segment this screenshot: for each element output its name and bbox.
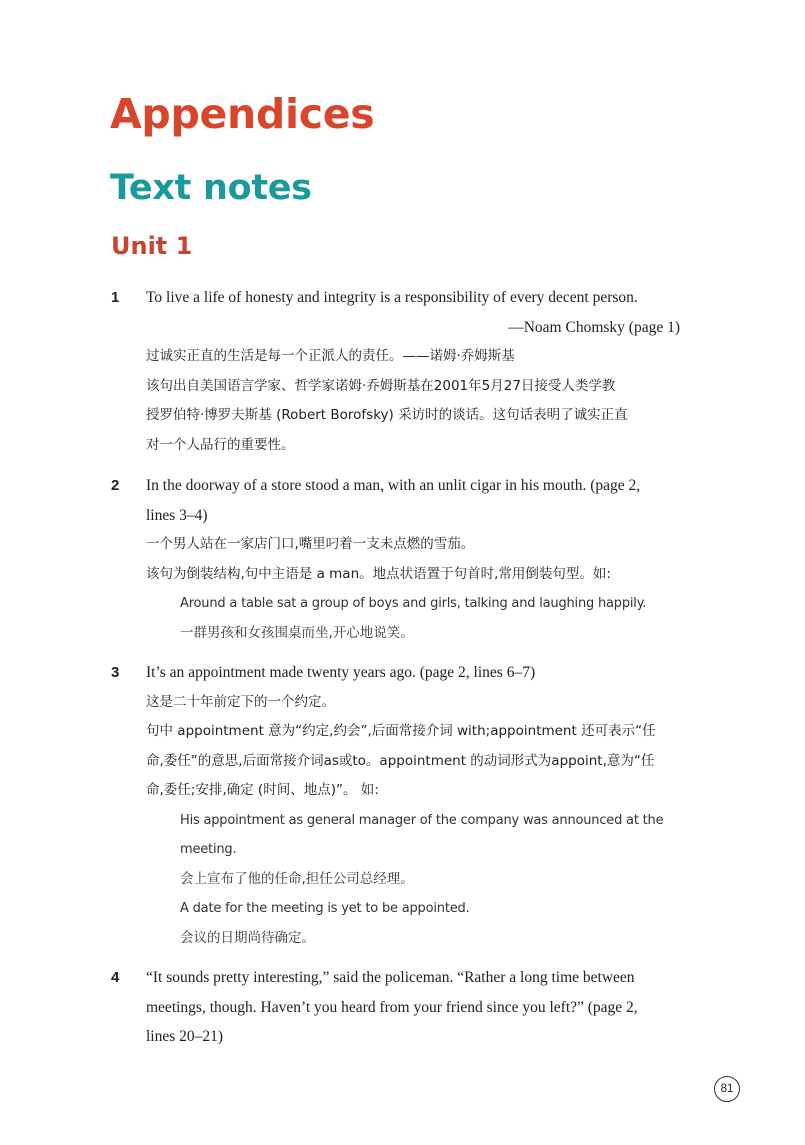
note-quote: To live a life of honesty and integrity is a responsibility of every decent person. <box>146 289 638 306</box>
note-body <box>146 471 686 648</box>
note-example-translation: 一群男孩和女孩围桌而坐,开心地说笑。 <box>180 624 414 641</box>
note-explanation: 对一个人品行的重要性。 <box>146 436 295 453</box>
heading-text-notes: Text notes <box>110 168 312 208</box>
note-example: meeting. <box>180 842 237 857</box>
note-example: Around a table sat a group of boys and girls, talking and laughing happily. <box>180 596 647 611</box>
note-explanation: 该句出自美国语言学家、哲学家诺姆·乔姆斯基在2001年5月27日接受人类学教 <box>146 377 616 394</box>
note-explanation: 该句为倒装结构,句中主语是 a man。地点状语置于句首时,常用倒装句型。如: <box>146 565 611 582</box>
note-body <box>146 963 686 1052</box>
note-quote: lines 3–4) <box>146 506 208 524</box>
note-quote: In the doorway of a store stood a man, with an unlit cigar in his mouth. (page 2, <box>146 477 641 494</box>
note-translation: 过诚实正直的生活是每一个正派人的责任。——诺姆·乔姆斯基 <box>146 348 515 364</box>
note-quote: lines 20–21) <box>146 1028 224 1045</box>
heading-unit: Unit 1 <box>111 232 193 260</box>
note-explanation: 授罗伯特·博罗夫斯基 (Robert Borofsky) 采访时的谈话。这句话表明了诚实正直 <box>146 407 628 423</box>
note-quote: meetings, though. Haven’t you heard from your friend since you left?” (page 2, <box>146 998 638 1016</box>
note-number: 1 <box>111 289 120 306</box>
note-explanation: 句中 appointment 意为“约定,约会”,后面常接介词 with;appointment 还可表示“任 <box>146 723 656 739</box>
page-number: 81 <box>714 1076 740 1102</box>
note-number: 3 <box>111 664 120 681</box>
note-body <box>146 283 686 460</box>
note-example: A date for the meeting is yet to be appointed. <box>180 901 470 916</box>
note-example-translation: 会上宣布了他的任命,担任公司总经理。 <box>180 870 414 887</box>
note-translation: 一个男人站在一家店门口,嘴里叼着一支未点燃的雪茄。 <box>146 536 475 552</box>
note-attribution: —Noam Chomsky (page 1) <box>508 318 680 336</box>
note-translation: 这是二十年前定下的一个约定。 <box>146 693 335 710</box>
note-explanation: 命,委任”的意思,后面常接介词as或to。appointment 的动词形式为appoint,意为“任 <box>146 752 655 769</box>
note-explanation: 命,委任;安排,确定 (时间、地点)”。 如: <box>146 782 379 798</box>
note-number: 2 <box>111 477 120 494</box>
note-example: His appointment as general manager of the company was announced at the <box>180 812 664 828</box>
note-quote: It’s an appointment made twenty years ago. (page 2, lines 6–7) <box>146 664 536 681</box>
note-body <box>146 658 686 953</box>
note-number: 4 <box>111 969 120 986</box>
note-example-translation: 会议的日期尚待确定。 <box>180 929 315 946</box>
heading-appendices: Appendices <box>110 90 375 138</box>
note-quote: “It sounds pretty interesting,” said the policeman. “Rather a long time between <box>146 969 635 986</box>
